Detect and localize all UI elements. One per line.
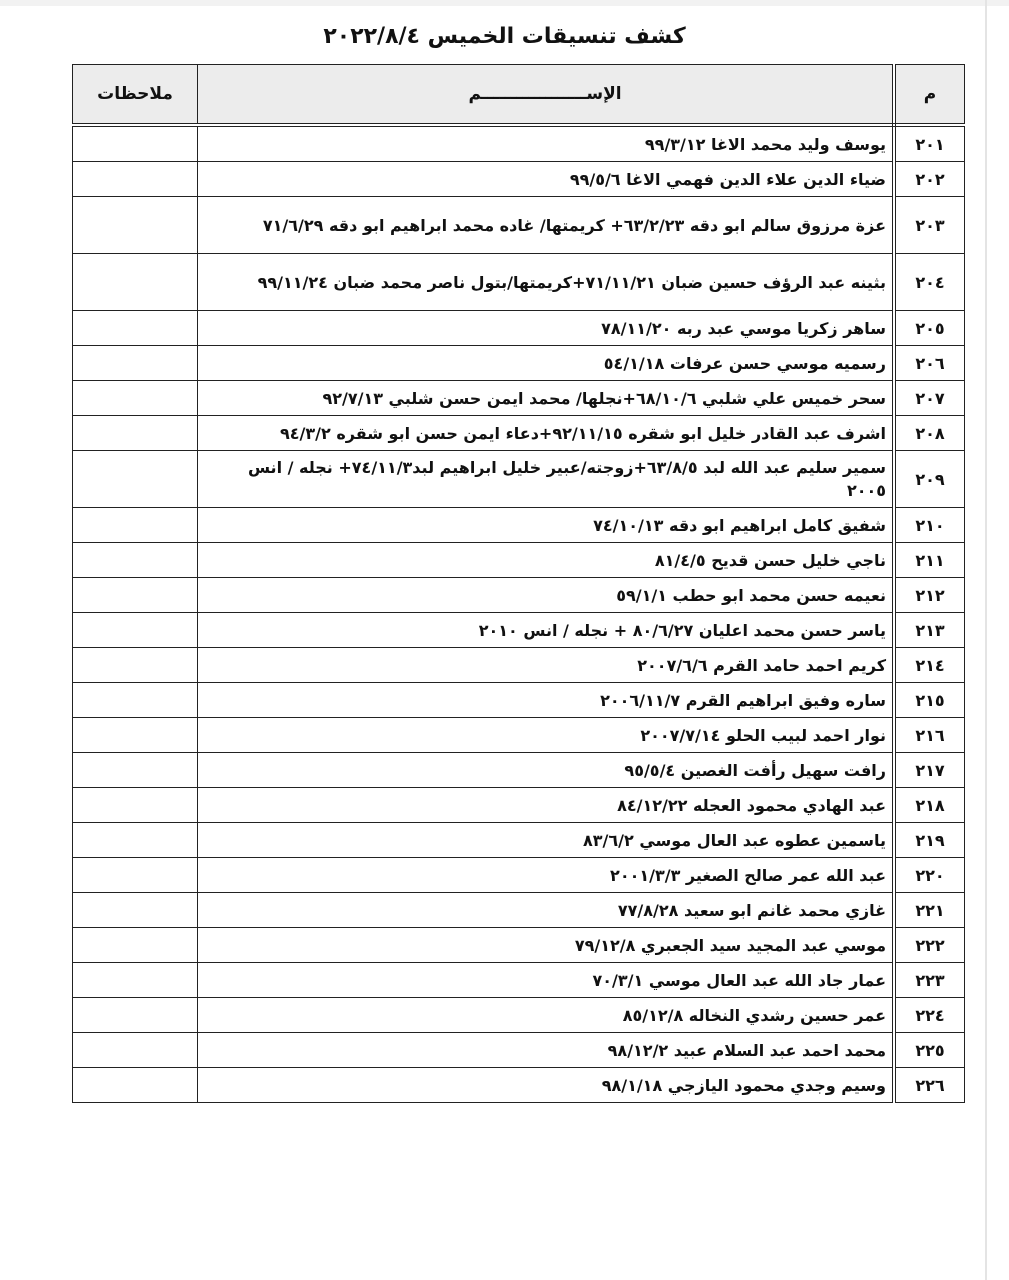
row-notes (73, 416, 198, 451)
row-number: ٢١١ (894, 543, 965, 578)
table-row (73, 162, 965, 197)
row-name: ناجي خليل حسن قديح ٨١/٤/٥ (198, 543, 895, 578)
row-number: ٢٠٣ (894, 197, 965, 254)
table-row (73, 893, 965, 928)
row-name: عبد الهادي محمود العجله ٨٤/١٢/٢٢ (198, 788, 895, 823)
table-row (73, 125, 965, 162)
table-header-row (73, 65, 965, 126)
row-number: ٢١٥ (894, 683, 965, 718)
row-name: عمار جاد الله عبد العال موسي ٧٠/٣/١ (198, 963, 895, 998)
row-notes (73, 1033, 198, 1068)
row-number: ٢١٨ (894, 788, 965, 823)
row-name: غازي محمد غانم ابو سعيد ٧٧/٨/٢٨ (198, 893, 895, 928)
row-notes (73, 788, 198, 823)
names-table (72, 64, 965, 1103)
row-name: رافت سهيل رأفت الغصين ٩٥/٥/٤ (198, 753, 895, 788)
table-row (73, 578, 965, 613)
row-notes (73, 543, 198, 578)
row-notes (73, 451, 198, 508)
row-name: وسيم وجدي محمود اليازجي ٩٨/١/١٨ (198, 1068, 895, 1103)
header-name: الإســــــــــــــــــم (198, 65, 895, 126)
header-notes: ملاحظات (73, 65, 198, 126)
row-notes (73, 508, 198, 543)
table-row (73, 963, 965, 998)
document-title: كشف تنسيقات الخميس ٢٠٢٢/٨/٤ (323, 24, 686, 49)
row-name: ياسمين عطوه عبد العال موسي ٨٣/٦/٢ (198, 823, 895, 858)
row-name: اشرف عبد القادر خليل ابو شقره ٩٢/١١/١٥+دعاء ايمن حسن ابو شقره ٩٤/٣/٢ (198, 416, 895, 451)
table-row (73, 1068, 965, 1103)
row-number: ٢٠٩ (894, 451, 965, 508)
table-row (73, 683, 965, 718)
row-name: نعيمه حسن محمد ابو حطب ٥٩/١/١ (198, 578, 895, 613)
row-number: ٢٠٢ (894, 162, 965, 197)
row-number: ٢٠٧ (894, 381, 965, 416)
row-number: ٢١٦ (894, 718, 965, 753)
row-notes (73, 125, 198, 162)
row-name: ساره وفيق ابراهيم القرم ٢٠٠٦/١١/٧ (198, 683, 895, 718)
table-row (73, 381, 965, 416)
row-name: نوار احمد لبيب الحلو ٢٠٠٧/٧/١٤ (198, 718, 895, 753)
row-name: عزة مرزوق سالم ابو دقه ٦٣/٢/٢٣+ كريمتها/ غاده محمد ابراهيم ابو دقه ٧١/٦/٢٩ (198, 197, 895, 254)
row-name: يوسف وليد محمد الاغا ٩٩/٣/١٢ (198, 125, 895, 162)
table-row (73, 416, 965, 451)
row-number: ٢٠٤ (894, 254, 965, 311)
row-name: شفيق كامل ابراهيم ابو دقه ٧٤/١٠/١٣ (198, 508, 895, 543)
table-row (73, 858, 965, 893)
row-number: ٢٢٦ (894, 1068, 965, 1103)
row-name: بثينه عبد الرؤف حسين ضبان ٧١/١١/٢١+كريمتها/بتول ناصر محمد ضبان ٩٩/١١/٢٤ (198, 254, 895, 311)
row-name: ضياء الدين علاء الدين فهمي الاغا ٩٩/٥/٦ (198, 162, 895, 197)
table-row (73, 1033, 965, 1068)
table-row (73, 998, 965, 1033)
row-notes (73, 613, 198, 648)
row-name: عمر حسين رشدي النخاله ٨٥/١٢/٨ (198, 998, 895, 1033)
row-number: ٢٠٥ (894, 311, 965, 346)
row-notes (73, 893, 198, 928)
row-notes (73, 197, 198, 254)
table-row (73, 718, 965, 753)
row-notes (73, 381, 198, 416)
row-name: عبد الله عمر صالح الصغير ٢٠٠١/٣/٣ (198, 858, 895, 893)
row-number: ٢٢١ (894, 893, 965, 928)
table-body (73, 125, 965, 1103)
table-row (73, 823, 965, 858)
table-row (73, 648, 965, 683)
row-notes (73, 683, 198, 718)
table-row (73, 451, 965, 508)
table-row (73, 928, 965, 963)
row-notes (73, 346, 198, 381)
page-top-edge (0, 0, 1009, 6)
table-row (73, 197, 965, 254)
row-number: ٢٢٣ (894, 963, 965, 998)
row-number: ٢١٣ (894, 613, 965, 648)
table-row (73, 613, 965, 648)
row-number: ٢١٧ (894, 753, 965, 788)
row-notes (73, 718, 198, 753)
row-number: ٢٢٠ (894, 858, 965, 893)
row-number: ٢٢٥ (894, 1033, 965, 1068)
row-number: ٢٢٤ (894, 998, 965, 1033)
row-number: ٢١٩ (894, 823, 965, 858)
table-row (73, 508, 965, 543)
row-number: ٢١٢ (894, 578, 965, 613)
row-name: رسميه موسي حسن عرفات ٥٤/١/١٨ (198, 346, 895, 381)
row-notes (73, 753, 198, 788)
row-number: ٢٠١ (894, 125, 965, 162)
row-number: ٢٠٨ (894, 416, 965, 451)
row-name: ياسر حسن محمد اعليان ٨٠/٦/٢٧ + نجله / انس ٢٠١٠ (198, 613, 895, 648)
row-number: ٢٢٢ (894, 928, 965, 963)
row-notes (73, 963, 198, 998)
row-name: سحر خميس علي شلبي ٦٨/١٠/٦+نجلها/ محمد ايمن حسن شلبي ٩٢/٧/١٣ (198, 381, 895, 416)
table-row (73, 788, 965, 823)
row-notes (73, 928, 198, 963)
table-row (73, 346, 965, 381)
row-name: موسي عبد المجيد سيد الجعبري ٧٩/١٢/٨ (198, 928, 895, 963)
table-row (73, 311, 965, 346)
row-number: ٢٠٦ (894, 346, 965, 381)
row-notes (73, 162, 198, 197)
table-row (73, 543, 965, 578)
row-notes (73, 648, 198, 683)
header-number: م (894, 65, 965, 126)
row-number: ٢١٤ (894, 648, 965, 683)
row-notes (73, 578, 198, 613)
row-notes (73, 998, 198, 1033)
row-number: ٢١٠ (894, 508, 965, 543)
row-name: محمد احمد عبد السلام عبيد ٩٨/١٢/٢ (198, 1033, 895, 1068)
row-name: ساهر زكريا موسي عبد ربه ٧٨/١١/٢٠ (198, 311, 895, 346)
table-row (73, 254, 965, 311)
row-name: سمير سليم عبد الله لبد ٦٣/٨/٥+زوجته/عبير خليل ابراهيم لبد٧٤/١١/٣+ نجله / انس ٢٠٠٥ (198, 451, 895, 508)
row-name: كريم احمد حامد القرم ٢٠٠٧/٦/٦ (198, 648, 895, 683)
row-notes (73, 311, 198, 346)
row-notes (73, 1068, 198, 1103)
table-row (73, 753, 965, 788)
row-notes (73, 823, 198, 858)
row-notes (73, 858, 198, 893)
row-notes (73, 254, 198, 311)
page-right-edge (985, 0, 987, 1280)
